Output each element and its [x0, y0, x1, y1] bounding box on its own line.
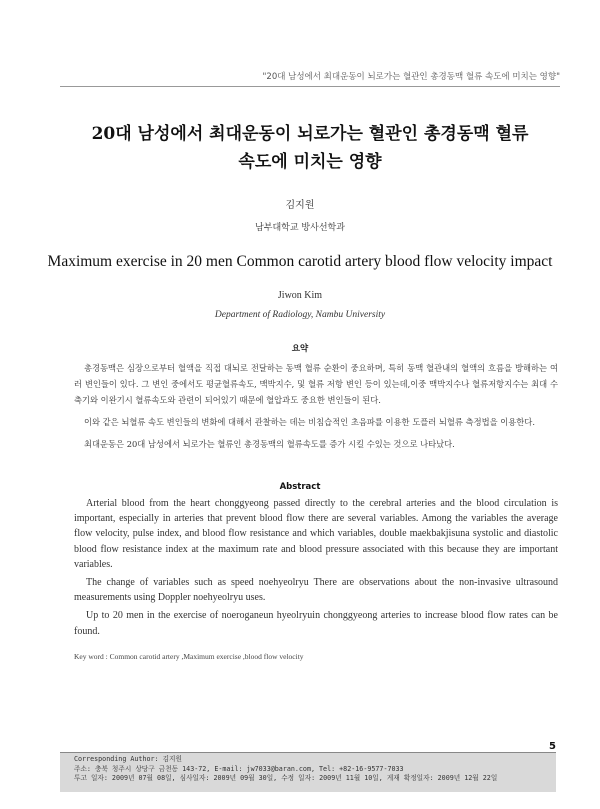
english-title: Maximum exercise in 20 men Common carotid artery blood flow velocity impact [47, 253, 553, 270]
abstract-heading: Abstract [279, 482, 321, 492]
running-head: "20대 남성에서 최대운동이 뇌로가는 혈관인 총경동맥 혈류 속도에 미치는 영향" [262, 72, 560, 82]
korean-author: 김지원 [285, 200, 315, 211]
correspondence-footer [60, 752, 556, 792]
summary-body [74, 360, 558, 458]
footer-line: 주소: 충북 청주시 상당구 금천동 143-72, E-mail: jw7033@baran.com, Tel: +82-16-9577-7033 [74, 764, 404, 773]
korean-title [60, 120, 560, 176]
keywords: Key word : Common carotid artery ,Maximum exercise ,blood flow velocity [74, 652, 304, 661]
abstract-body [74, 496, 558, 642]
page-number: 5 [549, 741, 556, 752]
summary-paragraph: 총경동맥은 심장으로부터 혈액을 직접 대뇌로 전달하는 동맥 혈류 순환이 중요하며, 특히 동맥 혈관내의 혈액의 흐름을 방해하는 여러 변인들이 있다. 그 변인 중에서도 평균혈류속도, 맥박지수, 및 혈류 저항 변인 등이 있는데,이중 맥박지수나 혈류저항지수는 최대 수축기와 이완기시 혈류속도와 관련이 되어있기 때문에 혈압과도 중요한 변인들이 된다. [74, 363, 558, 405]
english-affiliation: Department of Radiology, Nambu University [214, 310, 386, 320]
korean-title-line-2: 속도에 미치는 영향 [238, 152, 382, 172]
abstract-paragraph: The change of variables such as speed noehyeolryu There are observations about the non-invasive ultrasound measurements using Doppler noehyeolryu uses. [74, 577, 558, 604]
abstract-paragraph: Up to 20 men in the exercise of noeroganeun hyeolryuin chonggyeong arteries to increase blood flow rates can be found. [74, 610, 558, 637]
english-author: Jiwon Kim [277, 290, 323, 301]
korean-title-line-1: 20대 남성에서 최대운동이 뇌로가는 혈관인 총경동맥 혈류 [91, 124, 529, 144]
abstract-paragraph: Arterial blood from the heart chonggyeong passed directly to the cerebral arteries and the blood circulation is important, especially in arteries that prevent blood flow there are several variables. Among the variables the average flow velocity, pulse index, and blood flow resistance and which variables, double maekbakjisuna systolic and diastolic blood flow resistance index at the maximum rate and blood pressure associated with this because they are important variables. [74, 498, 558, 570]
summary-paragraph: 최대운동은 20대 남성에서 뇌로가는 혈류인 총경동맥의 혈류속도를 증가 시킬 수있는 것으로 나타났다. [84, 439, 455, 449]
footer-line: Corresponding Author: 김지원 [74, 755, 182, 763]
header-rule [60, 86, 560, 87]
korean-affiliation: 남부대학교 방사선학과 [255, 223, 345, 233]
summary-heading: 요약 [291, 344, 309, 354]
footer-line: 투고 일자: 2009년 07월 08일, 심사일자: 2009년 09월 30일, 수정 일자: 2009년 11월 10일, 게재 확정일자: 2009년 12월 22일 [74, 774, 498, 782]
summary-paragraph: 이와 같은 뇌혈류 속도 변인들의 변화에 대해서 관찰하는 데는 비침습적인 초음파를 이용한 도플러 뇌혈류 측정법을 이용한다. [84, 417, 535, 427]
